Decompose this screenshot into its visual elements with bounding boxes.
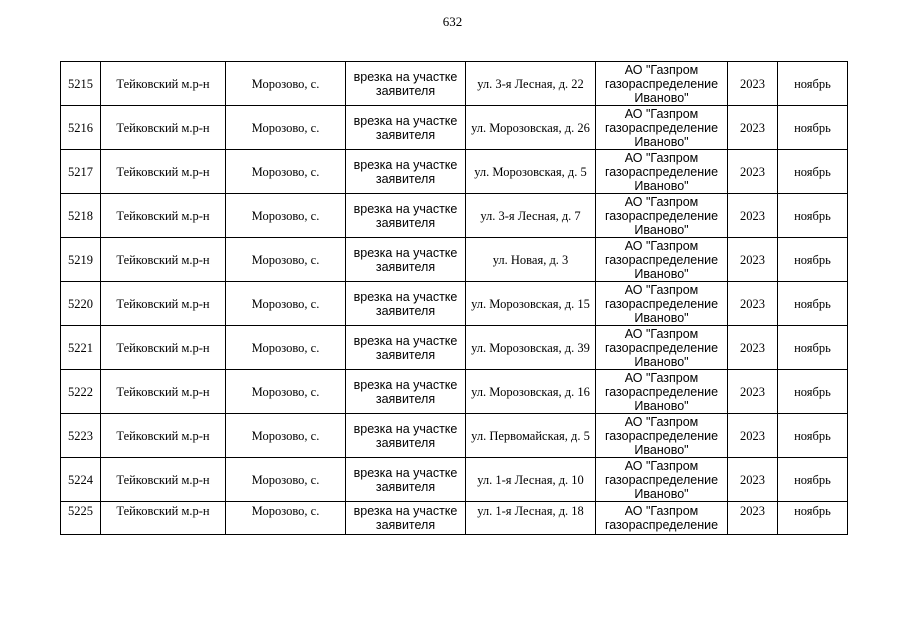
year-cell [728,238,778,282]
year-cell-text: 2023 [740,252,765,267]
row-number-cell-text: 5216 [68,120,93,135]
month-cell [778,62,848,106]
row-number-cell-text: 5224 [68,472,93,487]
year-cell-text: 2023 [740,296,765,311]
district-cell-text: Тейковский м.р-н [116,76,210,91]
operator-cell [596,106,728,150]
address-cell-text: ул. 3-я Лесная, д. 22 [477,76,584,91]
locality-cell-text: Морозово, с. [251,340,320,355]
month-cell [778,106,848,150]
district-cell-text: Тейковский м.р-н [116,252,210,267]
table-row [61,502,848,535]
month-cell [778,458,848,502]
year-cell [728,326,778,370]
month-cell-text: ноябрь [794,164,831,179]
month-cell-text: ноябрь [794,120,831,135]
gasification-table [60,61,848,535]
month-cell-text: ноябрь [794,340,831,355]
address-cell-text: ул. 3-я Лесная, д. 7 [480,208,581,223]
district-cell-text: Тейковский м.р-н [116,164,210,179]
month-cell [778,502,848,535]
locality-cell [226,326,346,370]
locality-cell-text: Морозово, с. [251,208,320,223]
locality-cell [226,62,346,106]
operator-cell [596,282,728,326]
row-number-cell-text: 5220 [68,296,93,311]
row-number-cell [61,326,101,370]
row-number-cell [61,150,101,194]
table-row [61,326,848,370]
operator-cell-text: АО "Газпром газораспределение Иваново" [604,194,719,237]
row-number-cell [61,194,101,238]
month-cell [778,326,848,370]
district-cell [101,62,226,106]
connection-type-cell [346,106,466,150]
year-cell-text: 2023 [740,384,765,399]
operator-cell [596,502,728,535]
month-cell-text: ноябрь [794,428,831,443]
locality-cell [226,282,346,326]
row-number-cell [61,370,101,414]
district-cell-text: Тейковский м.р-н [116,340,210,355]
locality-cell [226,370,346,414]
district-cell [101,502,226,535]
row-number-cell [61,414,101,458]
locality-cell-text: Морозово, с. [251,384,320,399]
year-cell [728,370,778,414]
table-row [61,370,848,414]
year-cell [728,106,778,150]
address-cell [466,326,596,370]
district-cell [101,326,226,370]
row-number-cell-text: 5225 [68,504,93,518]
connection-type-cell [346,282,466,326]
locality-cell [226,150,346,194]
table-row [61,62,848,106]
operator-cell-text: АО "Газпром газораспределение Иваново" [604,458,719,501]
table-row [61,282,848,326]
locality-cell-text: Морозово, с. [251,164,320,179]
month-cell [778,238,848,282]
address-cell [466,194,596,238]
month-cell-text: ноябрь [794,252,831,267]
row-number-cell [61,238,101,282]
year-cell [728,194,778,238]
district-cell [101,458,226,502]
address-cell-text: ул. Морозовская, д. 26 [471,120,590,135]
address-cell [466,150,596,194]
operator-cell-text: АО "Газпром газораспределение Иваново" [604,150,719,193]
connection-type-cell [346,502,466,535]
operator-cell [596,370,728,414]
operator-cell [596,458,728,502]
table-body [61,62,848,535]
page-number: 632 [442,14,463,29]
district-cell [101,106,226,150]
connection-type-cell [346,370,466,414]
year-cell [728,458,778,502]
district-cell [101,370,226,414]
connection-type-cell-text: врезка на участке заявителя [353,465,458,494]
connection-type-cell-text: врезка на участке заявителя [353,201,458,230]
address-cell [466,282,596,326]
district-cell-text: Тейковский м.р-н [116,384,210,399]
locality-cell-text: Морозово, с. [251,504,320,518]
table-row [61,458,848,502]
month-cell-text: ноябрь [794,76,831,91]
row-number-cell [61,62,101,106]
locality-cell-text: Морозово, с. [251,120,320,135]
connection-type-cell-text: врезка на участке заявителя [353,289,458,318]
address-cell [466,414,596,458]
address-cell [466,370,596,414]
connection-type-cell-text: врезка на участке заявителя [353,504,458,532]
year-cell-text: 2023 [740,428,765,443]
table-row [61,194,848,238]
month-cell-text: ноябрь [794,296,831,311]
row-number-cell [61,458,101,502]
year-cell [728,150,778,194]
row-number-cell [61,502,101,535]
district-cell [101,414,226,458]
connection-type-cell-text: врезка на участке заявителя [353,157,458,186]
month-cell [778,150,848,194]
operator-cell [596,238,728,282]
operator-cell-text: АО "Газпром газораспределение Иваново" [604,62,719,105]
year-cell [728,414,778,458]
operator-cell [596,414,728,458]
locality-cell-text: Морозово, с. [251,472,320,487]
table-row [61,150,848,194]
month-cell [778,194,848,238]
connection-type-cell-text: врезка на участке заявителя [353,69,458,98]
district-cell-text: Тейковский м.р-н [116,504,210,518]
month-cell [778,414,848,458]
month-cell-text: ноябрь [794,384,831,399]
month-cell [778,370,848,414]
district-cell-text: Тейковский м.р-н [116,120,210,135]
locality-cell [226,414,346,458]
connection-type-cell [346,62,466,106]
year-cell-text: 2023 [740,164,765,179]
address-cell-text: ул. Морозовская, д. 15 [471,296,590,311]
locality-cell-text: Морозово, с. [251,76,320,91]
operator-cell-text: АО "Газпром газораспределение Иваново" [604,282,719,325]
connection-type-cell [346,326,466,370]
connection-type-cell [346,194,466,238]
address-cell-text: ул. 1-я Лесная, д. 18 [477,504,584,518]
month-cell-text: ноябрь [794,208,831,223]
district-cell-text: Тейковский м.р-н [116,472,210,487]
row-number-cell-text: 5223 [68,428,93,443]
table-row [61,106,848,150]
connection-type-cell [346,414,466,458]
row-number-cell-text: 5222 [68,384,93,399]
row-number-cell [61,282,101,326]
table-row [61,414,848,458]
year-cell-text: 2023 [740,504,765,518]
operator-cell-text: АО "Газпром газораспределение Иваново" [604,106,719,149]
connection-type-cell-text: врезка на участке заявителя [353,421,458,450]
address-cell-text: ул. Морозовская, д. 39 [471,340,590,355]
year-cell [728,62,778,106]
operator-cell [596,62,728,106]
district-cell-text: Тейковский м.р-н [116,208,210,223]
address-cell [466,458,596,502]
row-number-cell-text: 5215 [68,76,93,91]
locality-cell [226,458,346,502]
address-cell [466,238,596,282]
year-cell-text: 2023 [740,120,765,135]
address-cell [466,106,596,150]
address-cell-text: ул. Первомайская, д. 5 [471,428,590,443]
connection-type-cell-text: врезка на участке заявителя [353,377,458,406]
district-cell-text: Тейковский м.р-н [116,428,210,443]
row-number-cell-text: 5221 [68,340,93,355]
locality-cell [226,238,346,282]
row-number-cell-text: 5218 [68,208,93,223]
district-cell [101,282,226,326]
year-cell-text: 2023 [740,208,765,223]
operator-cell-text: АО "Газпром газораспределение Иваново" [604,414,719,457]
year-cell [728,282,778,326]
operator-cell-text: АО "Газпром газораспределение [604,504,719,532]
locality-cell [226,502,346,535]
connection-type-cell-text: врезка на участке заявителя [353,113,458,142]
operator-cell-text: АО "Газпром газораспределение Иваново" [604,370,719,413]
operator-cell [596,150,728,194]
connection-type-cell [346,150,466,194]
connection-type-cell-text: врезка на участке заявителя [353,333,458,362]
locality-cell-text: Морозово, с. [251,428,320,443]
year-cell-text: 2023 [740,472,765,487]
locality-cell [226,194,346,238]
address-cell-text: ул. Морозовская, д. 16 [471,384,590,399]
row-number-cell-text: 5219 [68,252,93,267]
year-cell-text: 2023 [740,76,765,91]
district-cell [101,150,226,194]
address-cell-text: ул. Новая, д. 3 [492,252,569,267]
district-cell-text: Тейковский м.р-н [116,296,210,311]
table-row [61,238,848,282]
operator-cell-text: АО "Газпром газораспределение Иваново" [604,326,719,369]
district-cell [101,194,226,238]
address-cell-text: ул. 1-я Лесная, д. 10 [477,472,584,487]
month-cell-text: ноябрь [794,504,831,518]
year-cell [728,502,778,535]
row-number-cell [61,106,101,150]
row-number-cell-text: 5217 [68,164,93,179]
operator-cell [596,194,728,238]
locality-cell-text: Морозово, с. [251,296,320,311]
connection-type-cell-text: врезка на участке заявителя [353,245,458,274]
connection-type-cell [346,458,466,502]
address-cell-text: ул. Морозовская, д. 5 [474,164,587,179]
month-cell [778,282,848,326]
district-cell [101,238,226,282]
month-cell-text: ноябрь [794,472,831,487]
locality-cell-text: Морозово, с. [251,252,320,267]
operator-cell-text: АО "Газпром газораспределение Иваново" [604,238,719,281]
address-cell [466,62,596,106]
year-cell-text: 2023 [740,340,765,355]
connection-type-cell [346,238,466,282]
operator-cell [596,326,728,370]
locality-cell [226,106,346,150]
address-cell [466,502,596,535]
